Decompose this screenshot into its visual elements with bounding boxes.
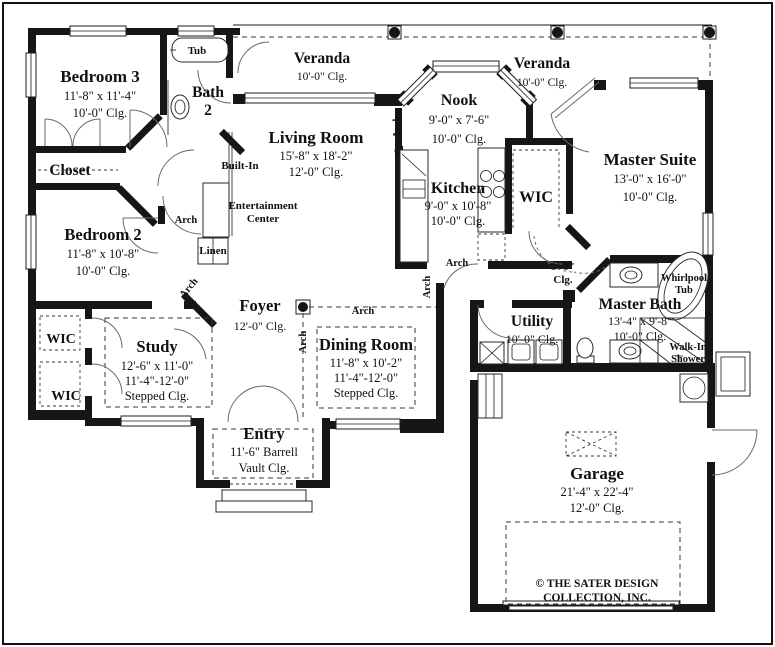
column-post (703, 26, 716, 39)
label-arch-dining-vertical: Arch (422, 275, 433, 299)
label-bath2: Bath (192, 84, 224, 101)
label-dining-room: 11'-8" x 10'-2" (329, 356, 403, 370)
label-dining-room: Dining Room (319, 335, 413, 354)
refrigerator (478, 234, 505, 260)
label-dining-room: Stepped Clg. (333, 386, 399, 400)
label-arch-dining-left: Arch (298, 330, 309, 354)
label-walk-in-shower: Walk-In (669, 342, 707, 353)
label-bath2: 2 (204, 102, 212, 119)
label-tub: Tub (187, 45, 207, 57)
label-master-suite: Master Suite (603, 150, 697, 169)
label-study: 12'-6" x 11'-0" (120, 359, 194, 373)
label-kitchen: Kitchen (430, 180, 486, 197)
label-bedroom2: Bedroom 2 (64, 225, 142, 244)
label-whirlpool-tub: Whirlpool (660, 273, 708, 284)
label-master-suite: 13'-0" x 16'-0" (613, 172, 687, 186)
column-post (388, 26, 401, 39)
built-in-cabinet (203, 132, 232, 237)
label-arch-kitchen: Arch (445, 258, 469, 269)
label-master-suite: 10'-0" Clg. (622, 190, 678, 204)
label-entertainment-center: Center (246, 213, 280, 225)
wic2-door (92, 364, 122, 394)
window-bed3-top (70, 26, 126, 36)
label-walk-in-shower: Shower (671, 354, 705, 365)
label-arch-bedroom2: Arch (174, 215, 198, 226)
label-arch-nook: Arch (392, 115, 403, 139)
label-closet: Closet (49, 162, 91, 179)
label-nook: Nook (440, 92, 478, 109)
window-bed2-left (26, 215, 36, 269)
label-wic-2: WIC (51, 389, 81, 404)
label-foyer: 12'-0" Clg. (233, 319, 287, 333)
label-bedroom3: Bedroom 3 (60, 67, 140, 86)
study-door (174, 329, 206, 359)
entry-doors (228, 386, 298, 422)
bath2-sink (168, 80, 189, 135)
water-heater (680, 374, 708, 402)
label-study: Stepped Clg. (124, 389, 190, 403)
window-bath2-top (178, 26, 214, 36)
closet-doors (45, 119, 100, 146)
label-copyright: © THE SATER DESIGN (535, 578, 659, 590)
label-entry: Entry (243, 424, 285, 443)
label-master-bath: Master Bath (598, 296, 682, 313)
label-garage: Garage (570, 464, 624, 483)
foyer-post (296, 300, 310, 314)
window-study-bottom (121, 416, 191, 426)
label-bedroom3: 11'-8" x 11'-4" (63, 89, 137, 103)
master-vanity-top (610, 263, 658, 287)
label-bedroom2: 11'-8" x 10'-8" (66, 247, 140, 261)
label-master-bath: 10'-0" Clg. (613, 329, 667, 343)
label-hall-ceiling: Clg. (553, 274, 573, 286)
label-utility: 10'-0" Clg. (505, 332, 559, 346)
label-built-in: Built-In (221, 160, 259, 172)
master-vanity-bottom (610, 340, 658, 363)
label-copyright: COLLECTION, INC. (543, 592, 651, 604)
label-entry: 11'-6" Barrell (230, 445, 298, 459)
veranda-door (238, 42, 269, 73)
label-veranda-right: Veranda (513, 55, 571, 72)
label-living-room: Living Room (268, 128, 364, 147)
label-master-bath: 13'-4" x 9'-8" (607, 314, 673, 328)
utility-sink (480, 342, 504, 364)
label-utility: Utility (510, 313, 554, 330)
garage-steps (478, 374, 502, 418)
window-nook-top (433, 61, 499, 72)
label-study: Study (136, 337, 178, 356)
window-living-sliders (245, 93, 375, 103)
label-wic-1: WIC (46, 332, 76, 347)
label-bedroom3: 10'-0" Clg. (72, 106, 128, 120)
wic1-door (92, 318, 122, 348)
label-wic-master: WIC (519, 189, 553, 206)
label-arch-dining-top: Arch (351, 306, 375, 317)
label-whirlpool-tub: Tub (675, 285, 693, 296)
label-kitchen: 9'-0" x 10'-8" (424, 199, 492, 213)
wic-master-door (529, 231, 562, 264)
column-post (551, 26, 564, 39)
label-dining-room: 11'-4"-12'-0" (333, 371, 399, 385)
label-garage: 21'-4" x 22'-4" (560, 485, 634, 499)
label-nook: 10'-0" Clg. (431, 132, 487, 146)
label-bedroom2: 10'-0" Clg. (75, 264, 131, 278)
attic-access (566, 432, 616, 456)
label-foyer: Foyer (239, 296, 281, 315)
label-hall-ceiling: 9'-0" (551, 261, 575, 273)
label-living-room: 12'-0" Clg. (288, 165, 344, 179)
window-master-top (630, 78, 698, 88)
window-nook-left-diag (398, 67, 437, 106)
ac-pad (716, 352, 750, 396)
label-kitchen: 10'-0" Clg. (430, 214, 486, 228)
label-living-room: 15'-8" x 18'-2" (279, 149, 353, 163)
label-linen: Linen (199, 245, 227, 257)
label-entry: Vault Clg. (238, 461, 290, 475)
entry-steps (216, 490, 312, 512)
label-entertainment-center: Entertainment (228, 200, 298, 212)
window-bed3-left (26, 53, 36, 97)
label-garage: 12'-0" Clg. (569, 501, 625, 515)
label-veranda-left: 10'-0" Clg. (296, 71, 348, 83)
label-nook: 9'-0" x 7'-6" (428, 113, 490, 127)
label-veranda-right: 10'-0" Clg. (516, 77, 568, 89)
label-veranda-left: Veranda (293, 50, 351, 67)
window-dining-bottom (336, 419, 400, 429)
window-master-right (703, 213, 713, 255)
label-arch-foyer-diagonal: Arch (177, 276, 201, 301)
toilet (577, 338, 594, 363)
garage-side-door (712, 430, 757, 475)
label-study: 11'-4"-12'-0" (124, 374, 190, 388)
